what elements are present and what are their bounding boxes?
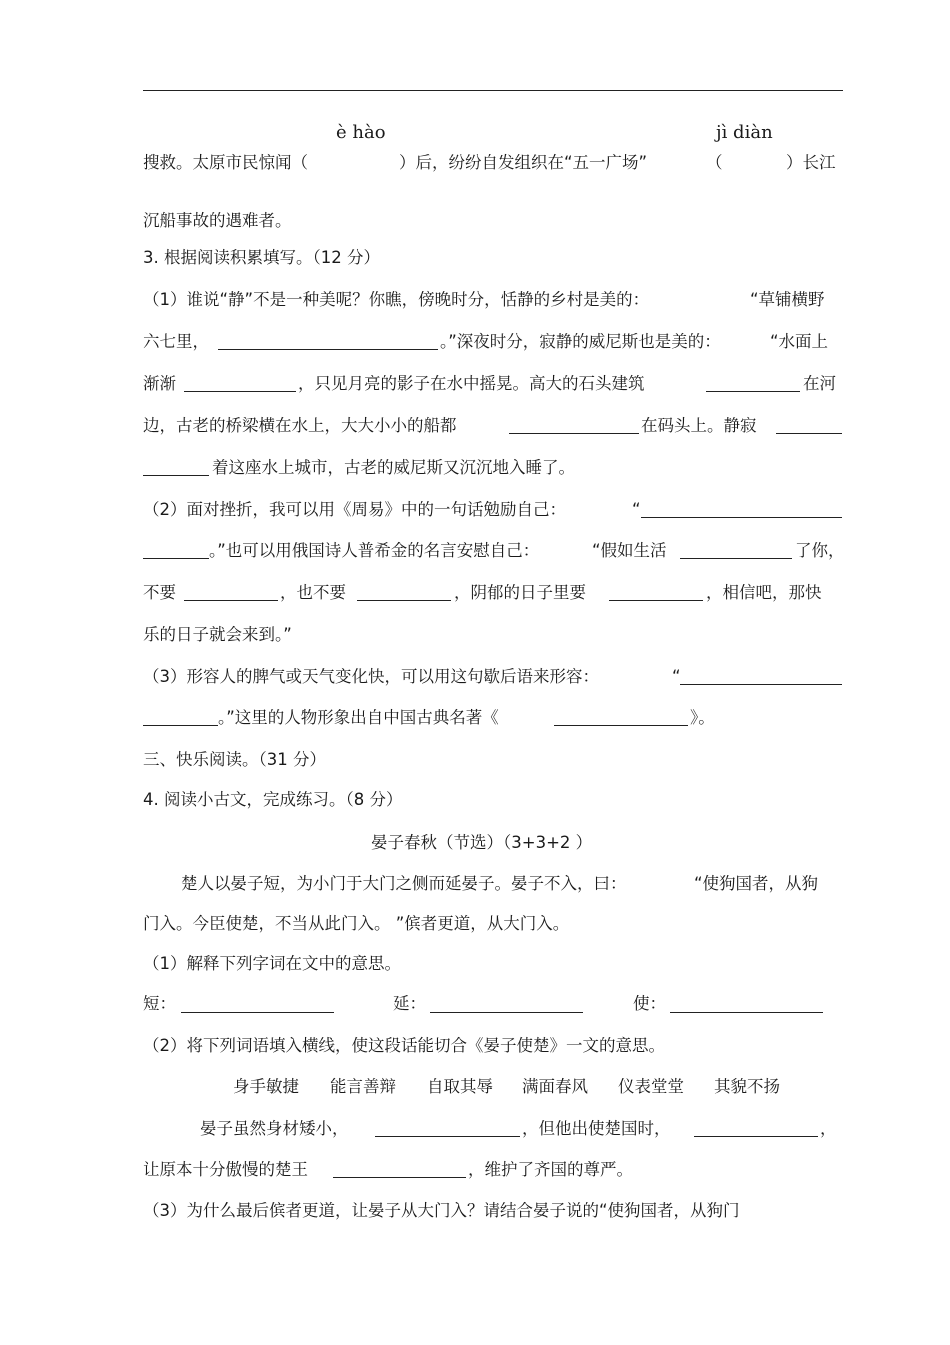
answer-blank[interactable] — [143, 558, 209, 559]
text-line: ，相信吧，那快 — [706, 583, 822, 602]
word-label: 短： — [143, 994, 176, 1013]
answer-blank[interactable] — [333, 1177, 466, 1178]
text-line: “ — [672, 667, 681, 686]
passage-heading: 晏子春秋（节选）（3+3+2 ） — [371, 833, 593, 852]
text-line: （2）面对挫折，我可以用《周易》中的一句话勉励自己： — [143, 500, 566, 519]
text-line: 搜救。太原市民惊闻（ — [143, 153, 308, 172]
text-line: ，只见月亮的影子在水中摇晃。高大的石头建筑 — [298, 374, 645, 393]
text-line: “假如生活 — [592, 541, 667, 560]
text-line: （3）为什么最后傧者更道，让晏子从大门入？请结合晏子说的“使狗国者，从狗门 — [143, 1201, 740, 1220]
text-line: 》。 — [690, 708, 715, 727]
answer-blank[interactable] — [776, 433, 842, 434]
question-title: 4. 阅读小古文，完成练习。（8 分） — [143, 790, 403, 809]
text-line: 在河 — [803, 374, 836, 393]
text-line: 让原本十分傲慢的楚王 — [143, 1160, 308, 1179]
text-line: 渐渐 — [143, 374, 176, 393]
answer-blank[interactable] — [554, 725, 688, 726]
answer-blank[interactable] — [670, 1012, 823, 1013]
text-line: 六七里， — [143, 332, 209, 351]
answer-blank[interactable] — [641, 517, 842, 518]
word-option: 能言善辩 — [330, 1077, 396, 1096]
text-line: 了你， — [795, 541, 845, 560]
answer-blank[interactable] — [694, 1136, 818, 1137]
text-line: 不要 — [143, 583, 176, 602]
passage-text: 门入。今臣使楚，不当从此门入。 ”傧者更道，从大门入。 — [143, 914, 570, 933]
text-line: （ — [706, 153, 723, 172]
text-line: ，也不要 — [280, 583, 346, 602]
word-option: 其貌不扬 — [714, 1077, 780, 1096]
answer-blank[interactable] — [181, 1012, 334, 1013]
pinyin-ehao: è hào — [336, 122, 386, 143]
answer-blank[interactable] — [184, 391, 296, 392]
word-option: 满面春风 — [522, 1077, 588, 1096]
text-line: ，但他出使楚国时， — [522, 1119, 671, 1138]
word-option: 仪表堂堂 — [618, 1077, 684, 1096]
text-line: ，维护了齐国的尊严。 — [468, 1160, 633, 1179]
text-line: 乐的日子就会来到。” — [143, 625, 292, 644]
text-line: ）后，纷纷自发组织在“五一广场” — [399, 153, 648, 172]
word-label: 使： — [633, 994, 666, 1013]
text-line: “水面上 — [770, 332, 829, 351]
passage-text: “使狗国者，从狗 — [694, 874, 819, 893]
answer-blank[interactable] — [706, 391, 800, 392]
text-line: （1）谁说“静”不是一种美呢？你瞧，傍晚时分，恬静的乡村是美的： — [143, 290, 650, 309]
answer-blank[interactable] — [375, 1136, 520, 1137]
answer-blank[interactable] — [184, 600, 278, 601]
text-line: 在码头上。静寂 — [641, 416, 757, 435]
text-line: 。”也可以用俄国诗人普希金的名言安慰自己： — [209, 541, 540, 560]
text-line: 晏子虽然身材矮小， — [200, 1119, 349, 1138]
text-line: 。”这里的人物形象出自中国古典名著《 — [218, 708, 499, 727]
text-line: （3）形容人的脾气或天气变化快，可以用这句歇后语来形容： — [143, 667, 599, 686]
answer-blank[interactable] — [357, 600, 451, 601]
text-line: ）长江 — [786, 153, 836, 172]
answer-blank[interactable] — [680, 684, 842, 685]
text-line: （2）将下列词语填入横线，使这段话能切合《晏子使楚》一文的意思。 — [143, 1036, 665, 1055]
header-rule — [143, 90, 843, 91]
pinyin-jidian: jì diàn — [716, 122, 773, 143]
text-line: “ — [632, 500, 641, 519]
text-line: “草铺横野 — [750, 290, 825, 309]
answer-blank[interactable] — [143, 475, 209, 476]
question-title: 3. 根据阅读积累填写。（12 分） — [143, 248, 380, 267]
answer-blank[interactable] — [680, 558, 792, 559]
text-line: ， — [820, 1119, 837, 1138]
text-line: 。”深夜时分，寂静的威尼斯也是美的： — [440, 332, 721, 351]
text-line: （1）解释下列字词在文中的意思。 — [143, 954, 401, 973]
answer-blank[interactable] — [218, 349, 438, 350]
word-option: 身手敏捷 — [233, 1077, 299, 1096]
answer-blank[interactable] — [143, 725, 218, 726]
text-line: 沉船事故的遇难者。 — [143, 211, 292, 230]
text-line: 着这座水上城市，古老的威尼斯又沉沉地入睡了。 — [212, 458, 575, 477]
answer-blank[interactable] — [609, 600, 703, 601]
word-option: 自取其辱 — [427, 1077, 493, 1096]
answer-blank[interactable] — [509, 433, 639, 434]
answer-blank[interactable] — [430, 1012, 583, 1013]
text-line: 边，古老的桥梁横在水上，大大小小的船都 — [143, 416, 457, 435]
word-label: 延： — [393, 994, 426, 1013]
text-line: ，阴郁的日子里要 — [454, 583, 586, 602]
section-title: 三、快乐阅读。（31 分） — [143, 750, 326, 769]
passage-text: 楚人以晏子短，为小门于大门之侧而延晏子。晏子不入，曰： — [181, 874, 627, 893]
